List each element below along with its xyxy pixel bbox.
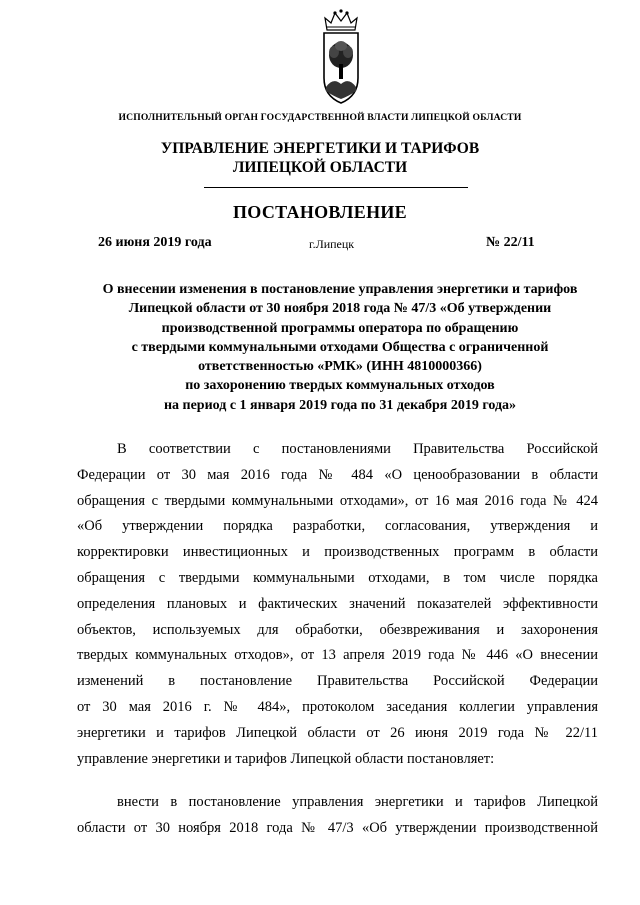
paragraph-line: энергетики и тарифов Липецкой области от 26 июня 2019 года № 22/11 xyxy=(77,724,598,741)
document-title xyxy=(60,280,620,415)
title-line: Липецкой области от 30 ноября 2018 года № 47/3 «Об утверждении xyxy=(128,301,552,317)
paragraph-line: твердых коммунальных отходов», от 13 апреля 2019 года № 446 «О внесении xyxy=(77,647,598,664)
preamble-paragraph xyxy=(77,437,598,772)
paragraph-line: управление энергетики и тарифов Липецкой области постановляет: xyxy=(77,750,495,767)
paragraph-line: В соответствии с постановлениями Правительства Российской xyxy=(117,441,598,457)
paragraph-line: «Об утверждении порядка разработки, согласования, утверждения и xyxy=(77,518,598,535)
document-city: г.Липецк xyxy=(309,237,355,251)
lipetsk-coat-of-arms-icon xyxy=(321,8,361,106)
resolution-paragraph xyxy=(77,790,598,842)
paragraph-line: обращения с твердыми коммунальными отходами», от 16 мая 2016 года № 424 xyxy=(77,492,598,509)
document-number: № 22/11 xyxy=(486,235,535,250)
paragraph-line: изменений в постановление Правительства Российской Федерации xyxy=(77,673,598,690)
paragraph-line: от 30 мая 2016 г. № 484», протоколом заседания коллегии управления xyxy=(77,698,598,715)
header-divider xyxy=(204,187,468,188)
title-line: по захоронению твердых коммунальных отходов xyxy=(185,378,495,394)
paragraph-line: области от 30 ноября 2018 года № 47/3 «Об утверждении производственной xyxy=(77,819,598,836)
paragraph-line: определения плановых и фактических значений показателей эффективности xyxy=(77,595,598,612)
paragraph-line: обращения с твердыми коммунальными отходами, в том числе порядка xyxy=(77,569,598,586)
title-line: ответственностью «РМК» (ИНН 4810000366) xyxy=(198,359,482,375)
title-line: с твердыми коммунальными отходами Общества с ограниченной xyxy=(131,339,549,355)
paragraph-line: корректировки инвестиционных и производственных программ в области xyxy=(77,544,598,561)
document-type-heading: ПОСТАНОВЛЕНИЕ xyxy=(233,202,407,222)
title-line: О внесении изменения в постановление управления энергетики и тарифов xyxy=(102,282,578,297)
paragraph-line: объектов, используемых для обработки, обезвреживания и захоронения xyxy=(77,621,598,638)
paragraph-line: Федерации от 30 мая 2016 года № 484 «О ценообразовании в области xyxy=(77,466,598,483)
title-line: производственной программы оператора по обращению xyxy=(161,320,519,336)
title-line: на период с 1 января 2019 года по 31 декабря 2019 года» xyxy=(163,397,517,413)
document-date: 26 июня 2019 года xyxy=(98,235,212,250)
paragraph-line: внести в постановление управления энергетики и тарифов Липецкой xyxy=(117,794,598,810)
issuing-authority: ИСПОЛНИТЕЛЬНЫЙ ОРГАН ГОСУДАРСТВЕННОЙ ВЛАСТИ ЛИПЕЦКОЙ ОБЛАСТИ xyxy=(118,112,522,123)
department-name-line2: ЛИПЕЦКОЙ ОБЛАСТИ xyxy=(232,159,408,176)
department-name-line1: УПРАВЛЕНИЕ ЭНЕРГЕТИКИ И ТАРИФОВ xyxy=(160,140,480,157)
